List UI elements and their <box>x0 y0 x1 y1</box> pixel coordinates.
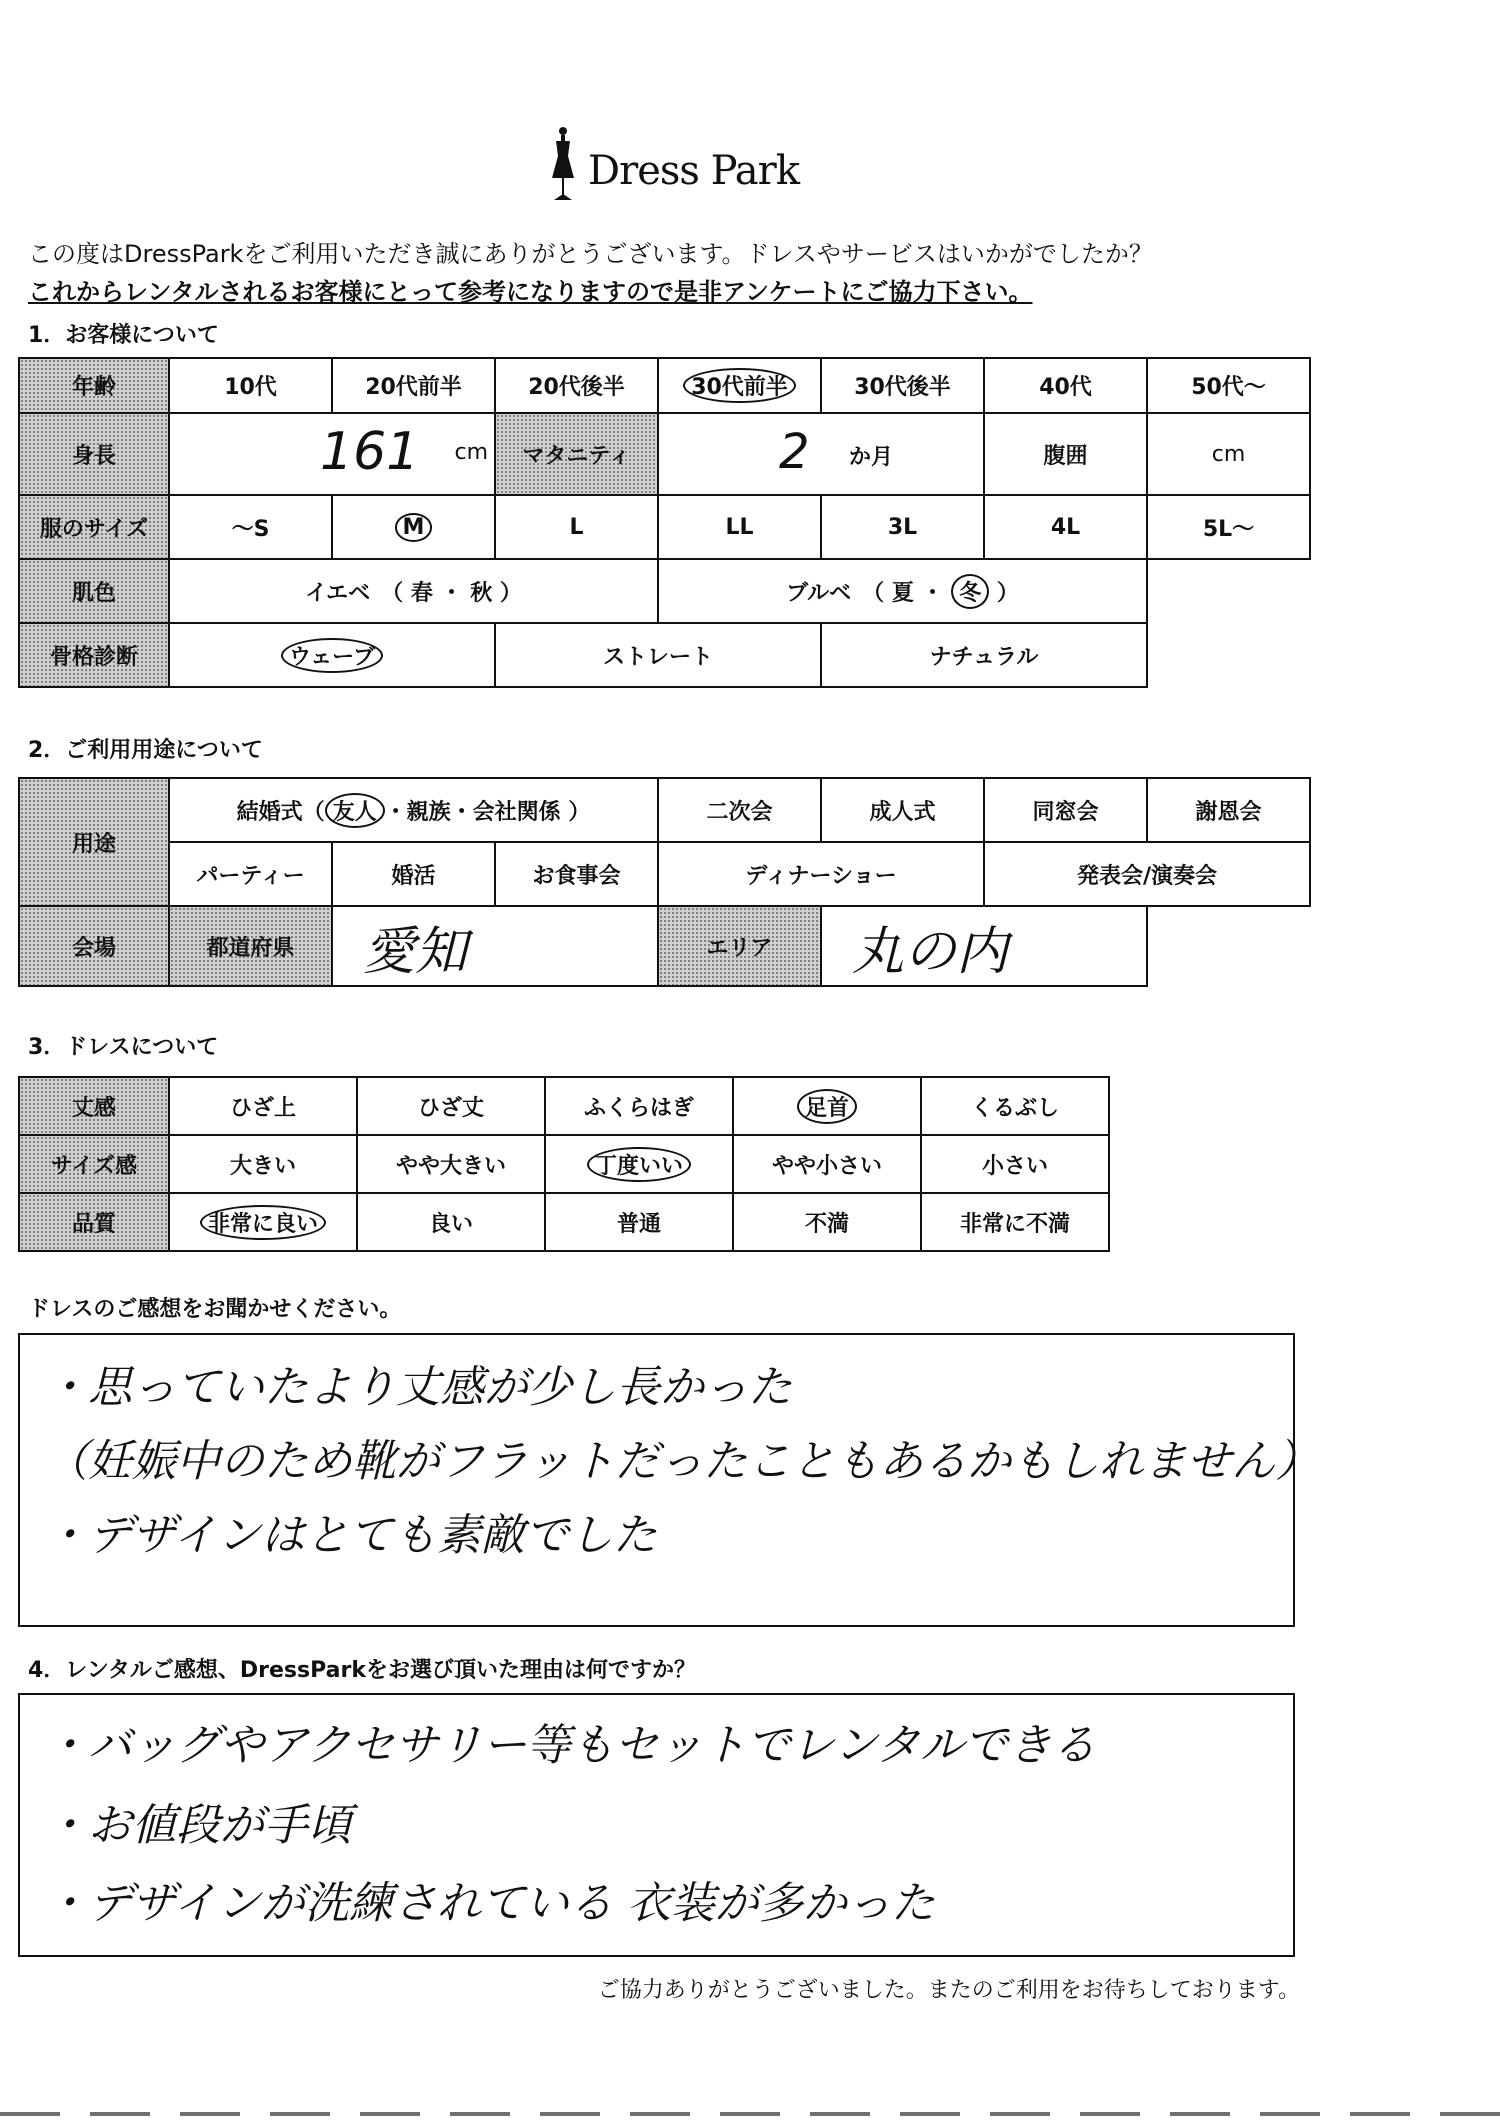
skin-blue-summer: 夏 <box>891 580 914 606</box>
length-option-selected[interactable] <box>733 1077 921 1135</box>
empty-cell <box>1147 559 1310 623</box>
empty-cell <box>1147 906 1310 986</box>
size-option[interactable]: ～S <box>169 495 332 559</box>
skin-sep: ・ <box>440 580 463 606</box>
length-option[interactable]: ひざ丈 <box>357 1077 545 1135</box>
body-option[interactable]: ナチュラル <box>821 623 1147 687</box>
purpose-option[interactable]: 二次会 <box>658 778 821 842</box>
feedback-line: （妊娠中のため靴がフラットだったこともあるかもしれません） <box>44 1436 1320 1487</box>
belly-label: 腹囲 <box>984 413 1147 495</box>
length-option[interactable]: くるぶし <box>921 1077 1109 1135</box>
customer-table <box>18 357 1311 688</box>
reason-line: ・お値段が手頃 <box>44 1800 352 1851</box>
height-unit: cm <box>454 440 488 465</box>
selection-circle: 30代前半 <box>683 368 796 403</box>
size-label: 服のサイズ <box>19 495 169 559</box>
purpose-wedding[interactable] <box>169 778 658 842</box>
fit-option[interactable]: やや大きい <box>357 1135 545 1193</box>
purpose-table <box>18 777 1311 987</box>
age-label: 年齢 <box>19 358 169 413</box>
purpose-option[interactable]: お食事会 <box>495 842 658 906</box>
size-option[interactable]: 5L～ <box>1147 495 1310 559</box>
area-label: エリア <box>658 906 821 986</box>
section2-title: 2．ご利用用途について <box>28 738 263 763</box>
age-option[interactable]: 20代後半 <box>495 358 658 413</box>
purpose-option[interactable]: ディナーショー <box>658 842 984 906</box>
age-option-selected[interactable] <box>658 358 821 413</box>
feedback-line: ・デザインはとても素敵でした <box>44 1510 657 1561</box>
quality-option[interactable]: 良い <box>357 1193 545 1251</box>
reason-line: ・デザインが洗練されている 衣装が多かった <box>44 1878 935 1929</box>
size-option[interactable]: 4L <box>984 495 1147 559</box>
selection-circle: 丁度いい <box>587 1147 691 1182</box>
skin-yellow-spring: 春 <box>410 580 433 606</box>
size-option-selected[interactable] <box>332 495 495 559</box>
empty-cell <box>1147 623 1310 687</box>
logo-text: Dress Park <box>588 148 799 194</box>
skin-blue-suffix: ） <box>996 580 1019 606</box>
maternity-unit: か月 <box>849 445 894 470</box>
age-option[interactable]: 40代 <box>984 358 1147 413</box>
purpose-option[interactable]: 成人式 <box>821 778 984 842</box>
closing-message: ご協力ありがとうございました。またのご利用をお待ちしております。 <box>597 1978 1300 2003</box>
section1-title: 1．お客様について <box>28 323 219 348</box>
skin-blue-option[interactable] <box>658 559 1147 623</box>
skin-label: 肌色 <box>19 559 169 623</box>
purpose-option[interactable]: 同窓会 <box>984 778 1147 842</box>
fit-option[interactable]: やや小さい <box>733 1135 921 1193</box>
age-option[interactable]: 20代前半 <box>332 358 495 413</box>
size-option[interactable]: LL <box>658 495 821 559</box>
quality-option[interactable]: 非常に不満 <box>921 1193 1109 1251</box>
height-value: 161 <box>320 422 420 482</box>
intro-thanks: この度はDressParkをご利用いただき誠にありがとうございます。ドレスやサービスはいかがでしたか？ <box>28 240 1153 268</box>
wedding-friend-selected: 友人 <box>325 793 385 828</box>
skin-yellow-autumn: 秋 <box>470 580 493 606</box>
section4-title: 4．レンタルご感想、DressParkをお選び頂いた理由は何ですか？ <box>28 1658 696 1683</box>
purpose-option[interactable]: 謝恩会 <box>1147 778 1310 842</box>
selection-circle: M <box>395 513 433 542</box>
skin-yellow-option[interactable] <box>169 559 658 623</box>
fit-option[interactable]: 小さい <box>921 1135 1109 1193</box>
body-label: 骨格診断 <box>19 623 169 687</box>
purpose-option[interactable]: 婚活 <box>332 842 495 906</box>
wedding-prefix: 結婚式（ <box>236 799 325 825</box>
scan-edge-artifact <box>0 2112 1500 2116</box>
quality-label: 品質 <box>19 1193 169 1251</box>
purpose-option[interactable]: パーティー <box>169 842 332 906</box>
age-option[interactable]: 30代後半 <box>821 358 984 413</box>
maternity-field[interactable] <box>658 413 984 495</box>
section3-title: 3．ドレスについて <box>28 1035 219 1060</box>
reason-box[interactable] <box>18 1693 1295 1957</box>
skin-blue-prefix: ブルベ （ <box>786 580 885 606</box>
skin-blue-winter-selected: 冬 <box>951 574 989 609</box>
area-field[interactable] <box>821 906 1147 986</box>
quality-option[interactable]: 普通 <box>545 1193 733 1251</box>
reason-line: ・バッグやアクセサリー等もセットでレンタルできる <box>44 1720 1096 1771</box>
body-option-selected[interactable] <box>169 623 495 687</box>
selection-circle: 足首 <box>797 1089 857 1124</box>
dress-form-icon <box>548 126 578 206</box>
fit-label: サイズ感 <box>19 1135 169 1193</box>
feedback-line: ・思っていたより丈感が少し長かった <box>44 1362 792 1413</box>
size-option[interactable]: 3L <box>821 495 984 559</box>
size-option[interactable]: L <box>495 495 658 559</box>
purpose-label: 用途 <box>19 778 169 906</box>
length-label: 丈感 <box>19 1077 169 1135</box>
length-option[interactable]: ひざ上 <box>169 1077 357 1135</box>
quality-option-selected[interactable] <box>169 1193 357 1251</box>
fit-option-selected[interactable] <box>545 1135 733 1193</box>
maternity-value: 2 <box>779 424 810 480</box>
prefecture-field[interactable] <box>332 906 658 986</box>
height-label: 身長 <box>19 413 169 495</box>
wedding-rest: ・親族・会社関係 ） <box>384 799 591 825</box>
age-option[interactable]: 10代 <box>169 358 332 413</box>
feedback-box[interactable] <box>18 1333 1320 1627</box>
quality-option[interactable]: 不満 <box>733 1193 921 1251</box>
skin-sep: ・ <box>921 580 944 606</box>
prefecture-value: 愛知 <box>363 921 468 982</box>
height-field[interactable] <box>169 413 495 495</box>
purpose-option[interactable]: 発表会/演奏会 <box>984 842 1310 906</box>
venue-label: 会場 <box>19 906 169 986</box>
area-value: 丸の内 <box>852 921 1009 982</box>
maternity-label: マタニティ <box>495 413 658 495</box>
skin-yellow-suffix: ） <box>499 580 522 606</box>
dresspark-logo <box>540 122 800 212</box>
skin-yellow-prefix: イエベ （ <box>305 580 404 606</box>
dress-table <box>18 1076 1110 1252</box>
feedback-title: ドレスのご感想をお聞かせください。 <box>28 1297 402 1322</box>
age-option[interactable]: 50代～ <box>1147 358 1310 413</box>
prefecture-label: 都道府県 <box>169 906 332 986</box>
body-option[interactable]: ストレート <box>495 623 821 687</box>
length-option[interactable]: ふくらはぎ <box>545 1077 733 1135</box>
belly-unit[interactable]: cm <box>1147 413 1310 495</box>
intro-request: これからレンタルされるお客様にとって参考になりますので是非アンケートにご協力下さい。 <box>28 278 1033 306</box>
selection-circle: ウェーブ <box>281 638 383 673</box>
selection-circle: 非常に良い <box>200 1205 326 1240</box>
fit-option[interactable]: 大きい <box>169 1135 357 1193</box>
